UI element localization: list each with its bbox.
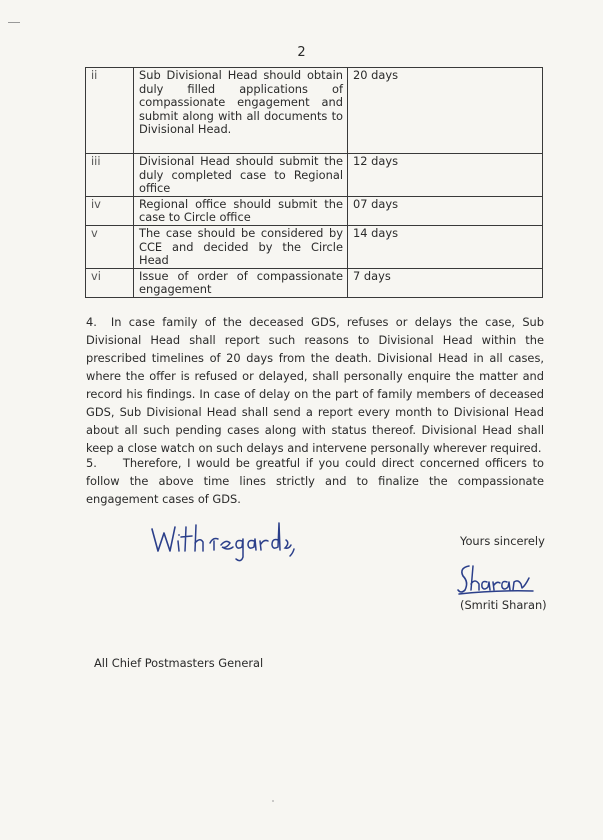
paragraph-5 <box>86 454 544 508</box>
paragraph-number: 5. <box>86 456 97 470</box>
table-row <box>86 225 543 268</box>
handwritten-regards <box>148 515 298 569</box>
row-step: Sub Divisional Head should obtain duly filled applications of compassionate engagement and submit along with all documents to Divisional Head. <box>134 68 348 154</box>
row-step: The case should be considered by CCE and decided by the Circle Head <box>134 225 348 268</box>
page-number: 2 <box>297 45 306 60</box>
paragraph-text: In case family of the deceased GDS, refuses or delays the case, Sub Divisional Head shall report such reasons to Divisional Head within the prescribed timelines of 20 days from the death. Divisional Head in all cases, where the offer is refused or delayed, shall personally enquire the matter and record his findings. In case of delay on the part of family members of deceased GDS, Sub Divisional Head shall send a report every month to Divisional Head about all such pending cases along with status thereof. Divisional Head shall keep a close watch on such delays and intervene personally wherever required. <box>86 315 544 455</box>
scan-artifact-mark <box>8 22 20 23</box>
row-number: ii <box>86 68 134 154</box>
scan-speck <box>272 800 274 802</box>
row-time-limit: 20 days <box>348 68 543 154</box>
row-time-limit: 12 days <box>348 154 543 197</box>
row-time-limit: 07 days <box>348 196 543 225</box>
paragraph-text: Therefore, I would be greatful if you could direct concerned officers to follow the above time lines strictly and to finalize the compassionate engagement cases of GDS. <box>86 456 544 506</box>
table-row <box>86 68 543 154</box>
closing-salutation: Yours sincerely <box>460 534 545 548</box>
paragraph-4 <box>86 313 544 457</box>
signatory-name: (Smriti Sharan) <box>460 598 547 612</box>
row-step: Divisional Head should submit the duly completed case to Regional office <box>134 154 348 197</box>
row-time-limit: 7 days <box>348 268 543 297</box>
addressee: All Chief Postmasters General <box>94 656 264 670</box>
row-step: Regional office should submit the case to Circle office <box>134 196 348 225</box>
row-time-limit: 14 days <box>348 225 543 268</box>
paragraph-number: 4. <box>86 315 97 329</box>
timeline-table <box>85 67 543 298</box>
row-number: vi <box>86 268 134 297</box>
row-number: iii <box>86 154 134 197</box>
row-number: v <box>86 225 134 268</box>
table-row <box>86 196 543 225</box>
table-row <box>86 154 543 197</box>
table-row <box>86 268 543 297</box>
row-step: Issue of order of compassionate engagement <box>134 268 348 297</box>
row-number: iv <box>86 196 134 225</box>
